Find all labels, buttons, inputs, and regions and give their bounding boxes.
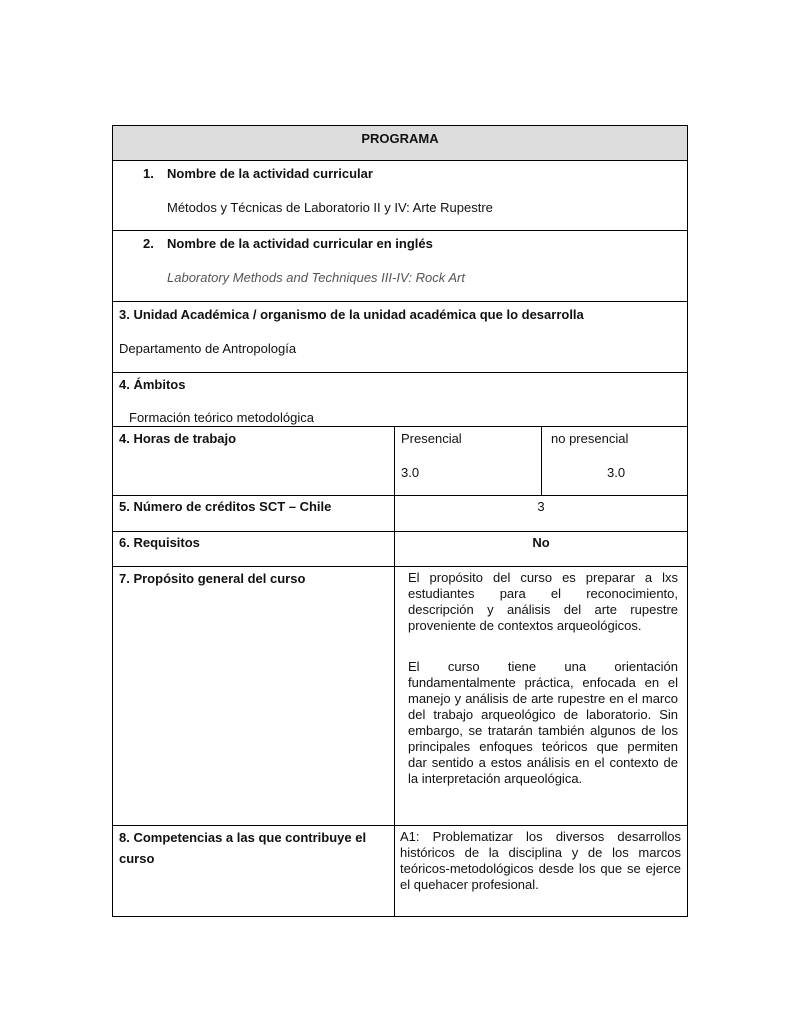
- section-6-title: 6. Requisitos: [119, 535, 200, 550]
- section-2-number: 2.: [143, 236, 154, 251]
- section-2: [112, 230, 688, 302]
- no-presencial-label: no presencial: [551, 431, 629, 446]
- table-header: [112, 125, 688, 161]
- section-8-value: A1: Problematizar los diversos desarrollos históricos de la disciplina y de los marcos teóricos-metodológicos desde los que se ejerce el quehacer profesional.: [400, 829, 681, 892]
- section-8: [112, 825, 688, 917]
- presencial-value: 3.0: [401, 465, 420, 480]
- presencial-label: Presencial: [401, 431, 462, 446]
- section-2-value: Laboratory Methods and Techniques III-IV: Rock Art: [167, 270, 465, 285]
- section-3: [112, 301, 688, 373]
- section-7-paragraph-1: El propósito del curso es preparar a lxs estudiantes para el reconocimiento, descripción y análisis del arte rupestre proveniente de contextos arqueológicos.: [408, 570, 678, 633]
- header-title: PROGRAMA: [361, 131, 439, 146]
- section-4a-title: 4. Ámbitos: [119, 377, 186, 392]
- section-4a-value: Formación teórico metodológica: [129, 410, 314, 425]
- section-7: [112, 566, 688, 826]
- no-presencial-value: 3.0: [607, 465, 626, 480]
- section-6-value: No: [532, 535, 550, 550]
- section-4-ambitos: [112, 372, 688, 427]
- section-1-value: Métodos y Técnicas de Laboratorio II y IV: Arte Rupestre: [167, 200, 493, 215]
- section-5: [112, 495, 688, 532]
- section-7-title: 7. Propósito general del curso: [119, 571, 306, 586]
- section-6: [112, 531, 688, 567]
- section-3-value: Departamento de Antropología: [119, 341, 297, 356]
- section-5-value: 3: [537, 499, 545, 514]
- section-8-title-line-2: curso: [119, 851, 155, 866]
- section-8-title-line-1: 8. Competencias a las que contribuye el: [119, 830, 367, 845]
- section-1-title: Nombre de la actividad curricular: [167, 166, 373, 181]
- section-4-horas: [112, 426, 688, 496]
- section-7-paragraph-2: El curso tiene una orientación fundamentalmente práctica, enfocada en el manejo y análisis de arte rupestre en el marco del trabajo arqueológico de laboratorio. Sin embargo, se tratarán también algunos de los principales enfoques teóricos que permiten dar sentido a estos análisis en el contexto de la interpretación arqueológica.: [408, 659, 678, 786]
- section-1: [112, 160, 688, 231]
- section-1-number: 1.: [143, 166, 154, 181]
- section-4b-title: 4. Horas de trabajo: [119, 431, 237, 446]
- section-2-title: Nombre de la actividad curricular en inglés: [167, 236, 433, 251]
- section-3-title: 3. Unidad Académica / organismo de la unidad académica que lo desarrolla: [119, 307, 584, 322]
- section-5-title: 5. Número de créditos SCT – Chile: [119, 499, 332, 514]
